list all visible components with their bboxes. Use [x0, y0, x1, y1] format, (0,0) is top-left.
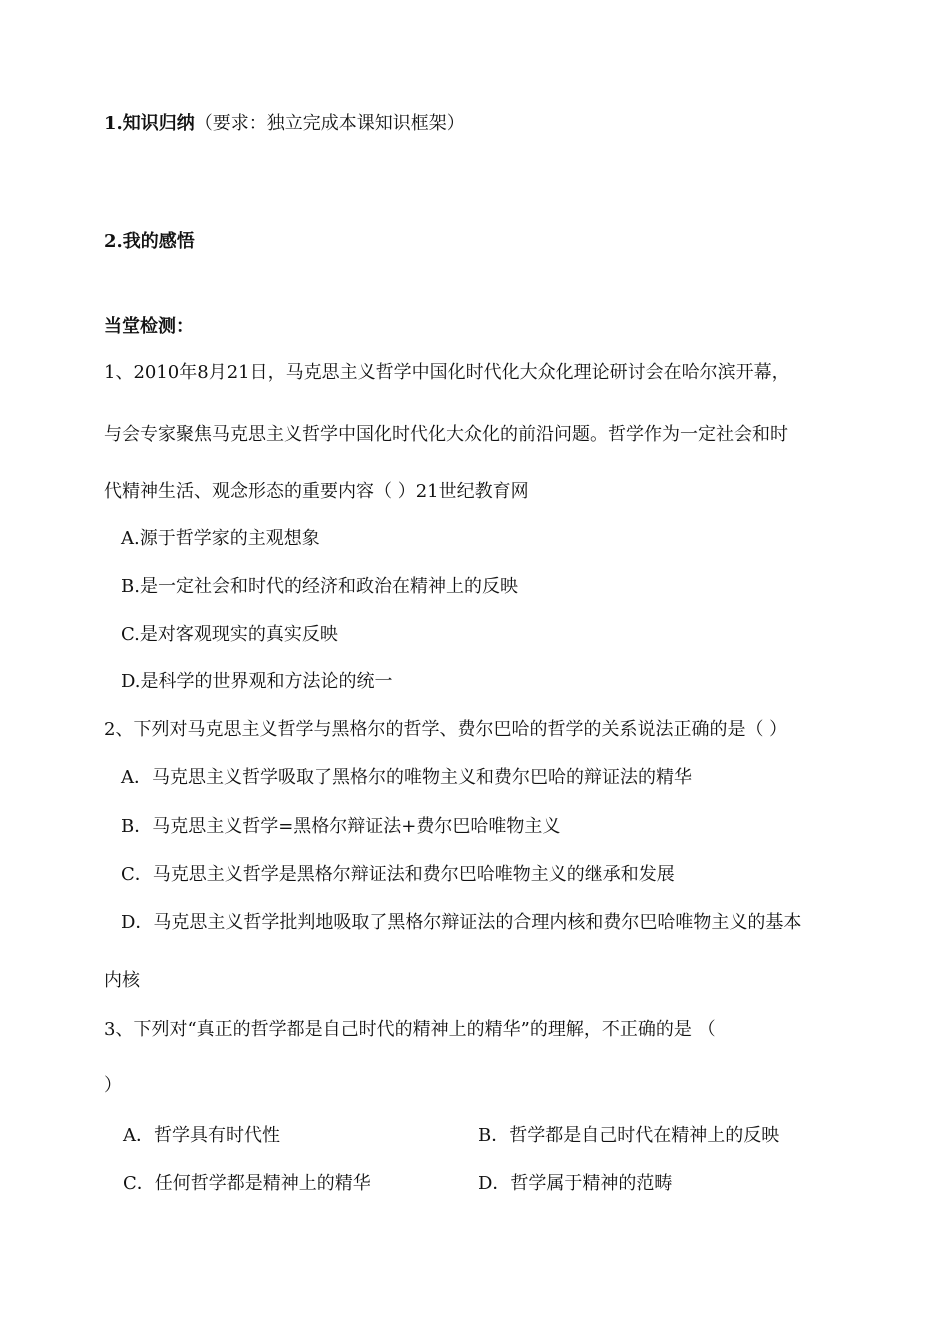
q2-stem: 2、下列对马克思主义哲学与黑格尔的哲学、费尔巴哈的哲学的关系说法正确的是（ ） [104, 719, 788, 740]
check-heading: 当堂检测： [104, 316, 194, 337]
q3-stem-end: ） [104, 1075, 122, 1096]
q3-option-d: D．哲学属于精神的范畴 [478, 1173, 673, 1194]
q3-stem: 3、下列对“真正的哲学都是自己时代的精神上的精华”的理解，不正确的是 （ [104, 1019, 716, 1040]
q1-stem-line-2: 与会专家聚焦马克思主义哲学中国化时代化大众化的前沿问题。哲学作为一定社会和时 [104, 424, 788, 445]
q3-option-b: B．哲学都是自己时代在精神上的反映 [478, 1125, 780, 1146]
q1-option-a: A.源于哲学家的主观想象 [121, 528, 320, 549]
section-knowledge-summary [104, 112, 465, 136]
q2-option-c: C．马克思主义哲学是黑格尔辩证法和费尔巴哈唯物主义的继承和发展 [121, 864, 675, 885]
section-2-title: 2.我的感悟 [104, 231, 195, 252]
q1-option-d: D.是科学的世界观和方法论的统一 [121, 671, 393, 692]
q1-option-c: C.是对客观现实的真实反映 [121, 624, 338, 645]
q2-option-d-continuation: 内核 [104, 970, 140, 991]
q1-stem-line-1: 1、2010年8月21日，马克思主义哲学中国化时代化大众化理论研讨会在哈尔滨开幕， [104, 362, 790, 383]
q2-option-a: A．马克思主义哲学吸取了黑格尔的唯物主义和费尔巴哈的辩证法的精华 [121, 767, 692, 788]
section-1-note: （要求：独立完成本课知识框架） [194, 113, 465, 134]
section-1-title: 1.知识归纳 [104, 113, 195, 134]
q1-option-b: B.是一定社会和时代的经济和政治在精神上的反映 [121, 576, 518, 597]
q3-option-c: C．任何哲学都是精神上的精华 [123, 1173, 371, 1194]
q3-option-a: A．哲学具有时代性 [123, 1125, 280, 1146]
q1-stem-line-3: 代精神生活、观念形态的重要内容（ ）21世纪教育网 [104, 481, 529, 502]
q2-option-b: B．马克思主义哲学=黑格尔辩证法+费尔巴哈唯物主义 [121, 816, 561, 837]
q2-option-d: D．马克思主义哲学批判地吸取了黑格尔辩证法的合理内核和费尔巴哈唯物主义的基本 [121, 912, 802, 933]
